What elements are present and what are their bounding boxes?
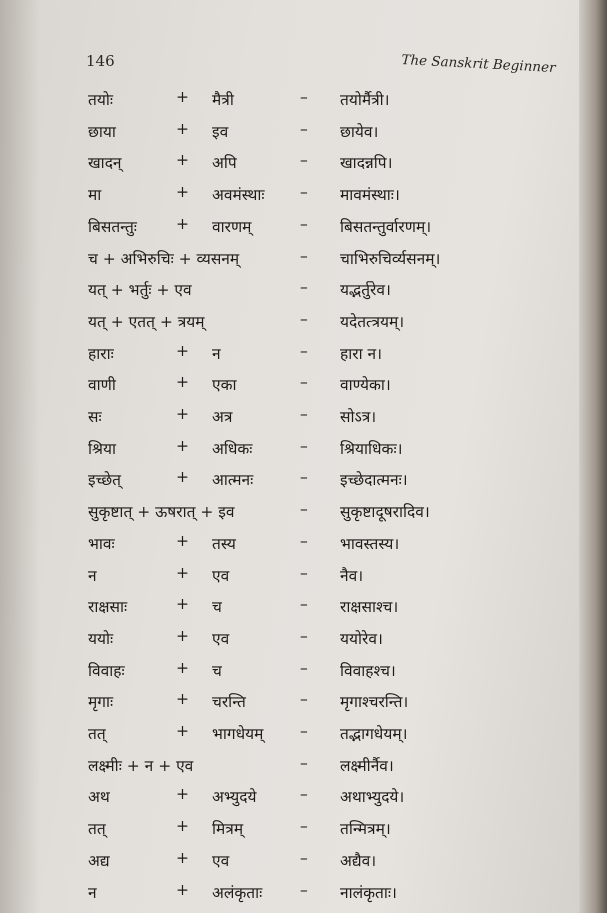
dash-separator: –	[300, 500, 308, 519]
first-word: न	[88, 566, 97, 585]
plus-sign: +	[176, 88, 189, 106]
plus-sign: +	[176, 785, 189, 804]
combined-expression: यत् + एतत् + त्रयम्	[88, 312, 205, 331]
combined-expression: यत् + भर्तुः + एव	[88, 281, 192, 300]
plus-sign: +	[176, 595, 189, 614]
sandhi-result: सोऽत्र।	[340, 408, 377, 426]
dash-separator: –	[300, 341, 308, 360]
dash-separator: –	[300, 246, 308, 265]
combined-expression: लक्ष्मीः + न + एव	[88, 756, 194, 775]
second-word: अत्र	[212, 408, 233, 426]
sandhi-result: इच्छेदात्मनः।	[340, 471, 408, 490]
sandhi-result: भावस्तस्य।	[340, 534, 400, 553]
sandhi-result: चाभिरुचिर्व्यसनम्।	[340, 249, 441, 268]
first-word: खादन्	[88, 154, 122, 173]
sandhi-result: सुकृष्टादूषरादिव।	[340, 503, 430, 522]
first-word: तत्	[88, 820, 106, 839]
first-word: विवाहः	[88, 661, 125, 680]
table-row	[0, 468, 570, 496]
sandhi-result: छायेव।	[340, 122, 379, 141]
plus-sign: +	[176, 848, 189, 867]
table-row	[0, 437, 570, 465]
table-row	[0, 310, 570, 338]
sandhi-result: हारा न।	[340, 344, 383, 363]
plus-sign: +	[176, 214, 189, 233]
first-word: श्रिया	[88, 439, 116, 458]
plus-sign: +	[176, 436, 189, 455]
sandhi-result: लक्ष्मीर्नैव।	[340, 756, 394, 775]
sandhi-result: ययोरेव।	[340, 629, 383, 648]
second-word: एका	[212, 376, 237, 395]
table-row	[0, 151, 570, 179]
second-word: अलंकृताः	[212, 883, 263, 902]
table-row	[0, 627, 570, 655]
table-row	[0, 278, 570, 306]
table-row	[0, 183, 570, 211]
plus-sign: +	[176, 341, 189, 360]
dash-separator: –	[300, 405, 308, 423]
first-word: न	[88, 883, 97, 902]
sandhi-result: तयोर्मैत्री।	[340, 91, 390, 109]
dash-separator: –	[300, 563, 308, 582]
sandhi-result: बिसतन्तुर्वारणम्।	[340, 217, 432, 236]
second-word: अवमंस्थाः	[212, 186, 265, 205]
dash-separator: –	[300, 880, 308, 899]
dash-separator: –	[300, 753, 308, 772]
plus-sign: +	[176, 880, 189, 899]
second-word: एव	[212, 851, 230, 870]
first-word: राक्षसाः	[88, 598, 128, 617]
sandhi-result: नालंकृताः।	[340, 883, 397, 902]
table-row	[0, 785, 570, 813]
table-row	[0, 817, 570, 845]
dash-separator: –	[300, 658, 308, 677]
table-row	[0, 690, 570, 718]
second-word: अपि	[212, 154, 237, 173]
table-row	[0, 215, 570, 243]
table-row	[0, 532, 570, 560]
second-word: न	[212, 344, 221, 363]
table-row	[0, 659, 570, 687]
sandhi-result: विवाहश्च।	[340, 661, 396, 680]
plus-sign: +	[176, 183, 189, 202]
dash-separator: –	[300, 88, 308, 106]
second-word: मित्रम्	[212, 820, 244, 839]
plus-sign: +	[176, 817, 189, 836]
dash-separator: –	[300, 626, 308, 645]
table-row	[0, 373, 570, 401]
first-word: अथ	[88, 788, 110, 807]
first-word: वाणी	[88, 376, 116, 395]
dash-separator: –	[300, 722, 308, 740]
plus-sign: +	[176, 531, 189, 550]
second-word: च	[212, 661, 222, 680]
sandhi-result: मृगाश्चरन्ति।	[340, 693, 409, 712]
sandhi-result: खादन्नपि।	[340, 154, 393, 173]
dash-separator: –	[300, 595, 308, 614]
plus-sign: +	[176, 658, 189, 677]
dash-separator: –	[300, 436, 308, 455]
second-word: अधिकः	[212, 439, 253, 458]
sandhi-result: अद्यैव।	[340, 851, 377, 870]
plus-sign: +	[176, 722, 189, 740]
plus-sign: +	[176, 405, 189, 423]
first-word: छाया	[88, 122, 116, 141]
table-row	[0, 564, 570, 592]
first-word: अद्य	[88, 851, 110, 870]
sandhi-result: मावमंस्थाः।	[340, 186, 400, 205]
second-word: एव	[212, 629, 230, 648]
sandhi-result: राक्षसाश्च।	[340, 598, 399, 617]
dash-separator: –	[300, 309, 308, 328]
first-word: इच्छेत्	[88, 471, 122, 490]
dash-separator: –	[300, 214, 308, 233]
first-word: हाराः	[88, 344, 114, 363]
table-row	[0, 881, 570, 909]
table-row	[0, 342, 570, 370]
table-row	[0, 88, 570, 116]
dash-separator: –	[300, 119, 308, 138]
table-row	[0, 595, 570, 623]
page-number: 146	[86, 52, 115, 70]
sandhi-result: यद्भर्तुरेव।	[340, 281, 391, 300]
plus-sign: +	[176, 690, 189, 709]
dash-separator: –	[300, 531, 308, 550]
second-word: अभ्युदये	[212, 788, 257, 807]
first-word: भावः	[88, 534, 115, 553]
plus-sign: +	[176, 563, 189, 582]
sandhi-result: नैव।	[340, 566, 364, 585]
dash-separator: –	[300, 690, 308, 709]
first-word: मृगाः	[88, 693, 114, 712]
sandhi-result: तद्भागधेयम्।	[340, 725, 408, 743]
plus-sign: +	[176, 151, 189, 170]
sandhi-result: यदेतत्त्रयम्।	[340, 312, 405, 331]
sandhi-result: वाण्येका।	[340, 376, 391, 395]
sandhi-result: अथाभ्युदये।	[340, 788, 405, 807]
dash-separator: –	[300, 468, 308, 487]
table-row	[0, 247, 570, 275]
first-word: तत्	[88, 725, 106, 743]
second-word: मैत्री	[212, 91, 234, 109]
sandhi-result: श्रियाधिकः।	[340, 439, 403, 458]
first-word: तयोः	[88, 91, 113, 109]
second-word: इव	[212, 122, 229, 141]
dash-separator: –	[300, 278, 308, 297]
table-row	[0, 120, 570, 148]
table-row	[0, 849, 570, 877]
table-row	[0, 405, 570, 433]
table-row	[0, 754, 570, 782]
second-word: भागधेयम्	[212, 725, 264, 743]
second-word: च	[212, 598, 222, 617]
combined-expression: सुकृष्टात् + ऊषरात् + इव	[88, 503, 235, 522]
first-word: मा	[88, 186, 102, 205]
table-row	[0, 722, 570, 750]
first-word: बिसतन्तुः	[88, 217, 137, 236]
dash-separator: –	[300, 785, 308, 804]
first-word: सः	[88, 408, 102, 426]
dash-separator: –	[300, 848, 308, 867]
plus-sign: +	[176, 119, 189, 138]
dash-separator: –	[300, 373, 308, 392]
combined-expression: च + अभिरुचिः + व्यसनम्	[88, 249, 240, 268]
sandhi-result: तन्मित्रम्।	[340, 820, 391, 839]
second-word: वारणम्	[212, 217, 252, 236]
second-word: एव	[212, 566, 230, 585]
plus-sign: +	[176, 626, 189, 645]
dash-separator: –	[300, 151, 308, 170]
second-word: आत्मनः	[212, 471, 254, 490]
plus-sign: +	[176, 373, 189, 392]
plus-sign: +	[176, 468, 189, 487]
second-word: चरन्ति	[212, 693, 246, 712]
table-row	[0, 500, 570, 528]
dash-separator: –	[300, 183, 308, 202]
running-title: The Sanskrit Beginner	[400, 52, 556, 77]
dash-separator: –	[300, 817, 308, 836]
second-word: तस्य	[212, 534, 236, 553]
first-word: ययोः	[88, 629, 114, 648]
